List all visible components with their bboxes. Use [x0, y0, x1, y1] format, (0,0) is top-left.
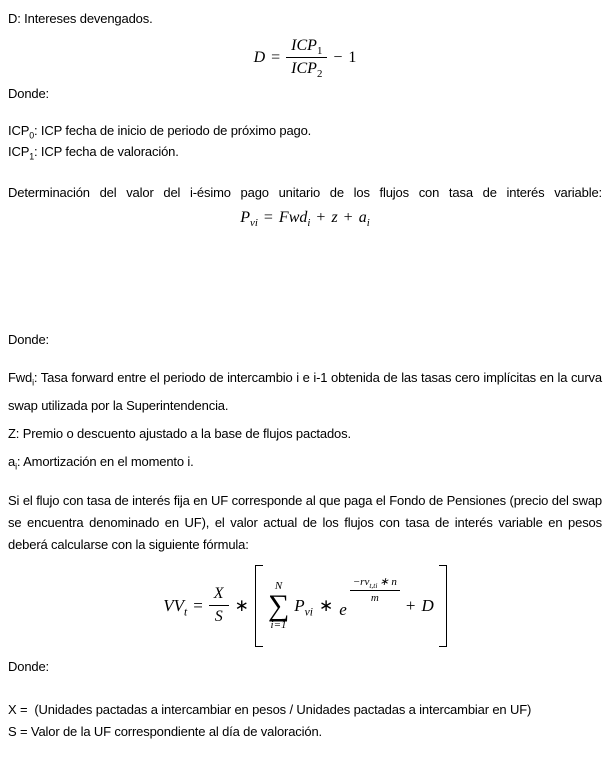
summation-lower-limit: i=1 [270, 619, 287, 632]
fraction-numerator: $ICP_1$ [286, 37, 327, 58]
summation-symbol [268, 581, 289, 632]
minus-sign: − [333, 48, 343, 66]
exponent-numerator: $-rv_{t,ti}$ ∗ n [350, 576, 400, 591]
plus-sign: + [316, 208, 326, 226]
plus-sign: + [405, 595, 416, 615]
equals-sign: = [271, 48, 281, 66]
donde-label-2: Donde: [8, 331, 50, 347]
formula-pvi [8, 205, 602, 231]
equals-sign: = [193, 595, 203, 615]
summation-upper-limit: N [274, 579, 283, 592]
fraction-numerator: X [209, 585, 229, 606]
forward-rate-term: Fwd$_i$ [278, 208, 311, 229]
icp1-definition: $ICP_1$: ICP fecha de valoración. [8, 143, 179, 162]
icp-fraction [286, 37, 327, 79]
amortization-term: $a_i$ [358, 208, 370, 229]
determinacion-paragraph: Determinación del valor del i-ésimo pago unitario de los flujos con tasa de interés variable: [8, 184, 602, 200]
accrued-interest-term: D [421, 595, 434, 615]
left-bracket [255, 565, 263, 647]
exponent-denominator: m [370, 592, 379, 605]
multiplication-sign: ∗ [234, 595, 249, 615]
intro-d-line: D: Intereses devengados. [8, 11, 153, 26]
sigma-icon: ∑ [267, 588, 290, 622]
fraction-denominator: S [214, 608, 223, 626]
fraction-denominator: $ICP_2$ [291, 60, 323, 81]
euler-e: e [339, 600, 347, 620]
si-flujo-paragraph: Si el flujo con tasa de interés fija en UF corresponde al que paga el Fondo de Pensiones (precio del swap se encuentra denominado en UF), el valor actual de los flujos con tasa de interés variable en pesos deberá calcularse con la siguiente fórmula: [8, 492, 602, 552]
fwd-definition: Fwd$_i$: Tasa forward entre el periodo de intercambio i e i-1 obtenida de las tasas cero implícitas en la curva swap utilizada por la Superintendencia. [8, 369, 602, 413]
formula-vvt-lhs: $VV_t$ [163, 595, 188, 619]
blank-gap [8, 231, 602, 329]
z-term: z [331, 208, 338, 226]
right-bracket [439, 565, 447, 647]
x-definition: X = (Unidades pactadas a intercambiar en pesos / Unidades pactadas a intercambiar en UF) [8, 701, 532, 717]
exponential-term [339, 576, 400, 620]
formula-pvi-lhs: $P_{vi}$ [240, 208, 258, 229]
exponent-fraction [350, 576, 400, 605]
equals-sign: = [263, 208, 273, 226]
s-definition: S = Valor de la UF correspondiente al día de valoración. [8, 723, 323, 739]
z-definition: Z: Premio o descuento ajustado a la base de flujos pactados. [8, 425, 351, 441]
plus-sign: + [343, 208, 353, 226]
a-definition: $a_i$: Amortización en el momento i. [8, 453, 194, 472]
formula-d-constant: 1 [348, 48, 357, 66]
x-over-s-fraction [209, 585, 229, 627]
formula-d [8, 37, 602, 79]
formula-vvt [8, 564, 602, 648]
formula-d-lhs: D [253, 48, 266, 66]
pvi-term: $P_{vi}$ [294, 595, 313, 619]
donde-label-1: Donde: [8, 85, 50, 101]
donde-label-3: Donde: [8, 658, 50, 674]
icp0-definition: $ICP_0$: ICP fecha de inicio de periodo de próximo pago. [8, 122, 312, 141]
multiplication-sign: ∗ [318, 595, 334, 615]
